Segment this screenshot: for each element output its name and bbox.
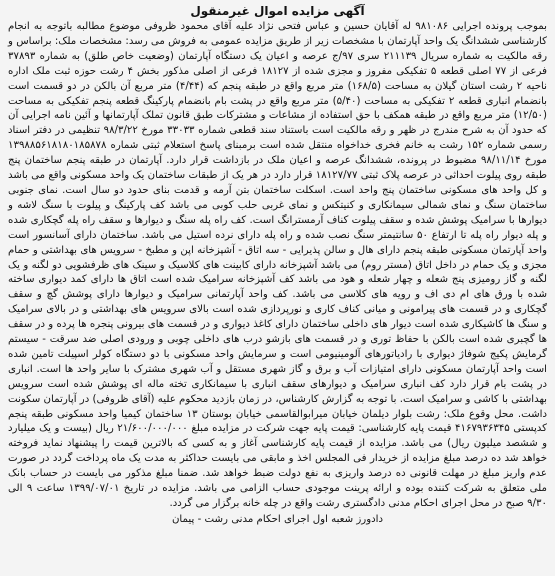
notice-signature: دادورز شعبه اول اجرای احکام مدنی رشت - پیمان — [171, 513, 384, 525]
notice-body-text: بموجب پرونده اجرایی ۹۸۱۰۸۶ له آقایان حسین و عباس فتحی نژاد علیه آقای محمود ظروفی موضوع مطالبه باتوجه به انجام کارشناسی ششدانگ یک واحد آپارتمان با مشخصات زیر از طریق مزایده عمومی به فروش می رسد: مشخصات ملک: براساس و رقه مالکیت به شماره سریال ۲۱۱۱۳۹ سری ۹۷/ج عرصه و اعیان یک دستگاه آپارتمان (وضعیت خاص طلق) به شماره ۳۷۸۹۳ فرعی از ۷۷ اصلی قطعه ۵ تفکیکی مفروز و مجزی شده از ۱۸۱۲۷ فرعی از اصلی مذکور بخش ۴ رشت حوزه ثبت ملک اداره ناحیه ۲ رشت استان گیلان به مساحت (۱۶۸/۵) متر مربع واقع در طبقه پنجم که (۴/۴۴) متر مربع آن بالکن در دو قسمت است بانضمام انباری قطعه ۲ تفکیکی به مساحت (۵/۴۰) متر مربع واقع در پشت بام بانضمام پارکینگ قطعه پنجم تفکیکی به مساحت (۱۲/۵۰) متر مربع واقع در طبقه همکف با حق استفاده از مشاعات و مشترکات طبق قانون تملک آپارتمانها و آئین نامه اجرایی آن که حدود آن به شرح مندرج در ظهر و رقه مالکیت است باستناد سند قطعی شماره ۳۳۰۳۳ مورخ ۹۸/۳/۲۲ تنظیمی در دفتر اسناد رسمی شماره ۱۵۲ رشت به خانم فخری خداخواه منتقل شده است برمبنای پاسخ استعلام ثبتی شماره ۱۳۹۸۸۵۶۱۸۱۸۰۱۸۵۸۷۸ مورخ ۹۸/۱۱/۱۴ مضبوط در پرونده، ششدانگ عرصه و اعیان ملک در بازداشت قرار دارد. آپارتمان در طبقه پنجم ساختمان پنج طبقه روی پیلوت احداثی در عرصه پلاک ثبتی ۱۸۱۲۷/۷۷ قرار دارد در هر یک از طبقات ساختمان یک واحد مسکونی واقع می باشد و کل واحد های مسکونی ساختمان پنج واحد است. اسکلت ساختمان بتن آرمه و قدمت بنای حدود دو سال است. نمای جنوبی ساختمان سنگ و نمای شمالی سیمانکاری و کنیتکس و نمای غربی حلب کوبی می باشد کف پارکینگ و پیلوت با سنگ لاشه و دیوارها با سرامیک پوشش شده و سقف پیلوت کناف آرمسترانگ است. کف راه پله سنگ و دیوارها و سقف راه پله گچکاری شده و پله دیوار راه پله تا ارتفاع ۵۰ سانتیمتر سنگ نصب شده و راه پله دارای نرده استیل می باشد. ساختمان دارای آسانسور است واحد آپارتمان مسکونی طبقه پنجم دارای هال و سالن پذیرایی - سه اتاق - آشپزخانه اپن و مطبخ - سرویس های بهداشتی و حمام مجزی و یک حمام در داخل اتاق (مستر روم) می باشد آشپزخانه دارای کابینت های کلاسیک و سینک های ظرفشویی دو لگنه و یک لگنه و گاز رومیزی پنج شعله و چهار شعله و هود می باشد کف آشپزخانه سرامیک شده است اتاق ها دارای کمد دیواری ساخته شده با ورق های ام دی اف و رویه های کلاسی می باشد. کف واحد آپارتمانی سرامیک و دیوارها دارای پوشش گچ و سقف گچکاری و در قسمت های پیرامونی و میانی کناف کاری و نورپردازی شده است بالای سرویس های بهداشتی و در بالای سرامیک و سنگ ها کاشیکاری شده است دیوار های داخلی ساختمان دارای کاغذ دیواری و در قسمت های بیرونی پنجره ها پرده و در سقف ها گچبری شده است بالکن با حفاظ توری و در قسمت های بازشو درب های داخلی چوبی و ورودی اصلی ضد سرقت - سیستم گرمایش پکیج شوفاژ دیواری با رادیاتورهای آلومینیومی است و سرمایش واحد مسکونی با دو دستگاه کولر اسپیلت تامین شده است واحد آپارتمان مسکونی دارای امتیازات آب و برق و گاز شهری مستقل و آب شهری مشترک با سایر واحد ها است. انباری در پشت بام قرار دارد کف انباری سرامیک و دیوارهای سقف انباری با سیمانکاری تخته ماله ای پوشش شده است سرویس بهداشتی با کاشی و سرامیک است. با توجه به گزارش کارشناس، در زمان بازدید محکوم علیه (آقای ظروفی) در آپارتمان سکونت داشت. محل وقوع ملک: رشت بلوار دیلمان خیابان میرابوالقاسمی خیابان بوستان ۱۳ ساختمان کیمیا واحد مسکونی طبقه پنجم کدپستی ۴۱۶۷۹۳۶۳۴۵ قیمت پایه کارشناسی: قیمت پایه جهت شرکت در مزایده مبلغ ۲۱/۶۰۰/۰۰۰/۰۰۰ ریال (بیست و یک میلیارد و ششصد میلیون ریال) می باشد. مزایده از قیمت پایه کارشناسی آغاز و به کسی که بالاترین قیمت را پیشنهاد نماید فروخته خواهد شد ده درصد مبلغ مزایده از خریدار فی المجلس اخذ و مابقی می بایست حداکثر به مدت یک ماه پرداخت گردد در صورت عدم واریز مبلغ در مهلت قانونی ده درصد واریزی به نفع دولت ضبط خواهد شد. ضمنا مبلغ مذکور می بایست در حساب بانک ملی متعلق به شرکت کننده بوده و ارائه پرینت موجودی حساب الزامی می باشد. مزایده در تاریخ ۱۳۹۹/۰۷/۰۱ ساعت ۹ الی ۹/۳۰ صبح در محل اجرای احکام مدنی دادگستری رشت واقع در چله خانه برگزار می گردد. — [8, 21, 548, 509]
notice-title: آگهی مزایده اموال غیرمنقول — [190, 4, 365, 18]
